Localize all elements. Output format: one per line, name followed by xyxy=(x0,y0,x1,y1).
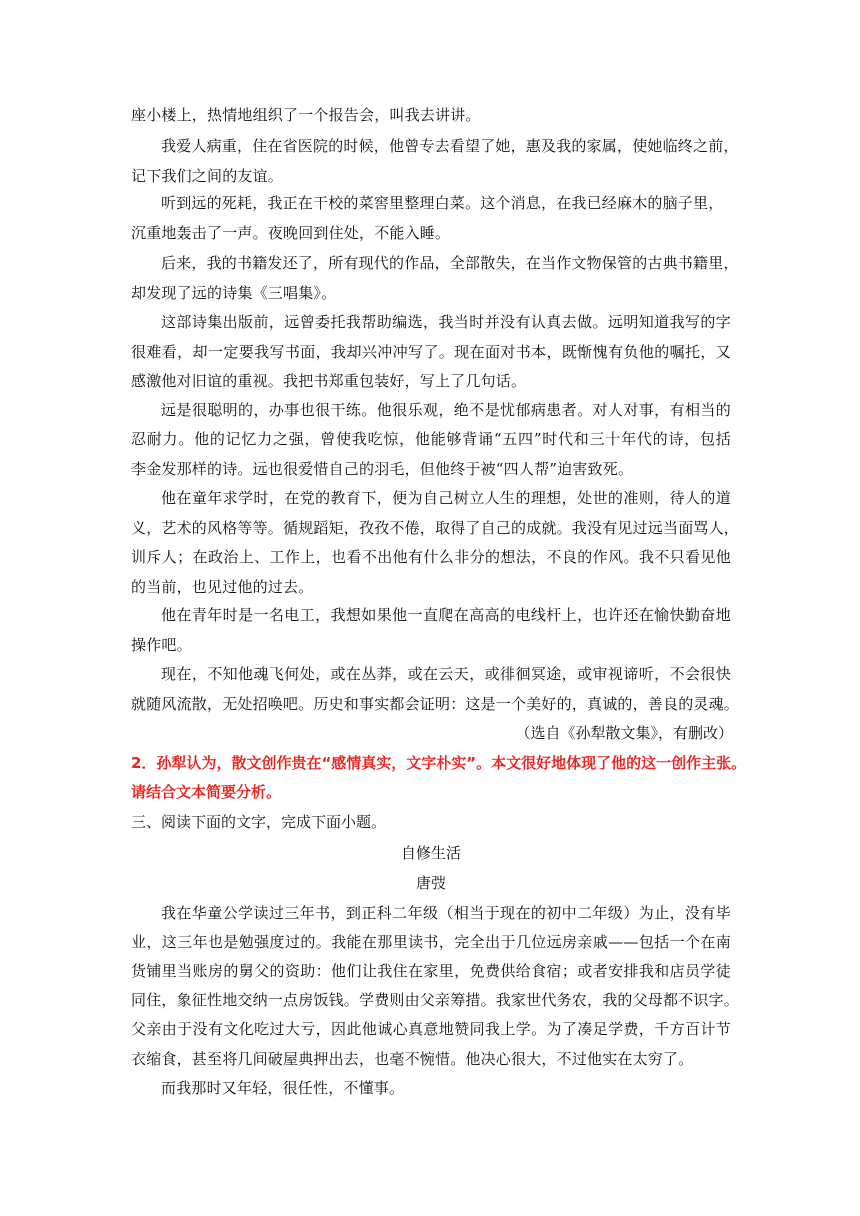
paragraph-line: 就随风流散，无处招唤吧。历史和事实都会证明：这是一个美好的，真诚的，善良的灵魂。 xyxy=(131,695,740,713)
paragraph-line: 这部诗集出版前，远曾委托我帮助编选，我当时并没有认真去做。远明知道我写的字 xyxy=(161,313,731,331)
paragraph-line: 我在华童公学读过三年书，到正科二年级（相当于现在的初中二年级）为止，没有毕 xyxy=(161,904,731,922)
paragraph-line: 他在童年求学时，在党的教育下，便为自己树立人生的理想，处世的准则，待人的道 xyxy=(161,489,731,507)
paragraph-line: 却发现了远的诗集《三唱集》。 xyxy=(131,284,337,302)
paragraph-line: 他在青年时是一名电工，我想如果他一直爬在高高的电线杆上，也许还在愉快勤奋地 xyxy=(161,606,731,624)
paragraph-line: 父亲由于没有文化吃过大亏，因此他诚心真意地赞同我上学。为了凑足学费，千方百计节 xyxy=(131,1020,731,1038)
paragraph-line: 现在，不知他魂飞何处，或在丛莽，或在云天，或徘徊冥途，或审视谛听，不会很快 xyxy=(161,665,731,683)
paragraph-line: 业，这三年也是勉强度过的。我能在那里读书，完全出于几位远房亲戚——包括一个在南 xyxy=(131,933,731,951)
question-2-line-2: 请结合文本简要分析。 xyxy=(131,783,282,801)
paragraph-line: 记下我们之间的友谊。 xyxy=(131,167,284,185)
paragraph-line: 李金发那样的诗。远也很爱惜自己的羽毛，但他终于被“四人帮”迫害致死。 xyxy=(131,460,634,478)
paragraph-line: 操作吧。 xyxy=(131,636,192,654)
paragraph-line: 而我那时又年轻，很任性，不懂事。 xyxy=(161,1079,405,1097)
paragraph-line: 同住，象征性地交纳一点房饭钱。学费则由父亲筹措。我家世代务农，我的父母都不识字。 xyxy=(131,991,740,1009)
section-heading: 三、阅读下面的文字，完成下面小题。 xyxy=(131,813,387,831)
paragraph-line: 远是很聪明的，办事也很干练。他很乐观，绝不是忧郁病患者。对人对事，有相当的 xyxy=(161,401,731,419)
paragraph-line: 义，艺术的风格等等。循规蹈矩，孜孜不倦，取得了自己的成就。我没有见过远当面骂人， xyxy=(131,519,740,537)
paragraph-line: 座小楼上，热情地组织了一个报告会，叫我去讲讲。 xyxy=(131,106,481,124)
article-author: 唐弢 xyxy=(415,874,446,892)
paragraph-line: 沉重地轰击了一声。夜晚回到住处，不能入睡。 xyxy=(131,224,451,242)
paragraph-line: 很难看，却一定要我写书面，我却兴冲冲写了。现在面对书本，既惭愧有负他的嘱托，又 xyxy=(131,343,731,361)
question-2-line-1: 2．孙犁认为，散文创作贵在“感情真实，文字朴实”。本文很好地体现了他的这一创作主张。 xyxy=(131,754,747,772)
article-title: 自修生活 xyxy=(400,844,461,862)
source-citation: （选自《孙犁散文集》，有删改） xyxy=(515,724,733,742)
paragraph-line: 后来，我的书籍发还了，所有现代的作品，全部散失，在当作文物保管的古典书籍里， xyxy=(161,254,739,272)
paragraph-line: 忍耐力。他的记忆力之强，曾使我吃惊，他能够背诵“五四”时代和三十年代的诗，包括 xyxy=(131,430,731,448)
paragraph-line: 我爱人病重，住在省医院的时候，他曾专去看望了她，惠及我的家属，使她临终之前， xyxy=(161,137,739,155)
paragraph-line: 听到远的死耗，我正在干校的菜窖里整理白菜。这个消息，在我已经麻木的脑子里， xyxy=(161,194,724,212)
paragraph-line: 货铺里当账房的舅父的资助：他们让我住在家里，免费供给食宿；或者安排我和店员学徒 xyxy=(131,962,731,980)
paragraph-line: 感激他对旧谊的重视。我把书郑重包装好，写上了几句话。 xyxy=(131,372,527,390)
paragraph-line: 衣缩食，甚至将几间破屋典押出去，也毫不惋惜。他决心很大，不过他实在太穷了。 xyxy=(131,1050,694,1068)
paragraph-line: 训斥人；在政治上、工作上，也看不出他有什么非分的想法，不良的作风。我不只看见他 xyxy=(131,548,731,566)
paragraph-line: 的当前，也见过他的过去。 xyxy=(131,578,314,596)
